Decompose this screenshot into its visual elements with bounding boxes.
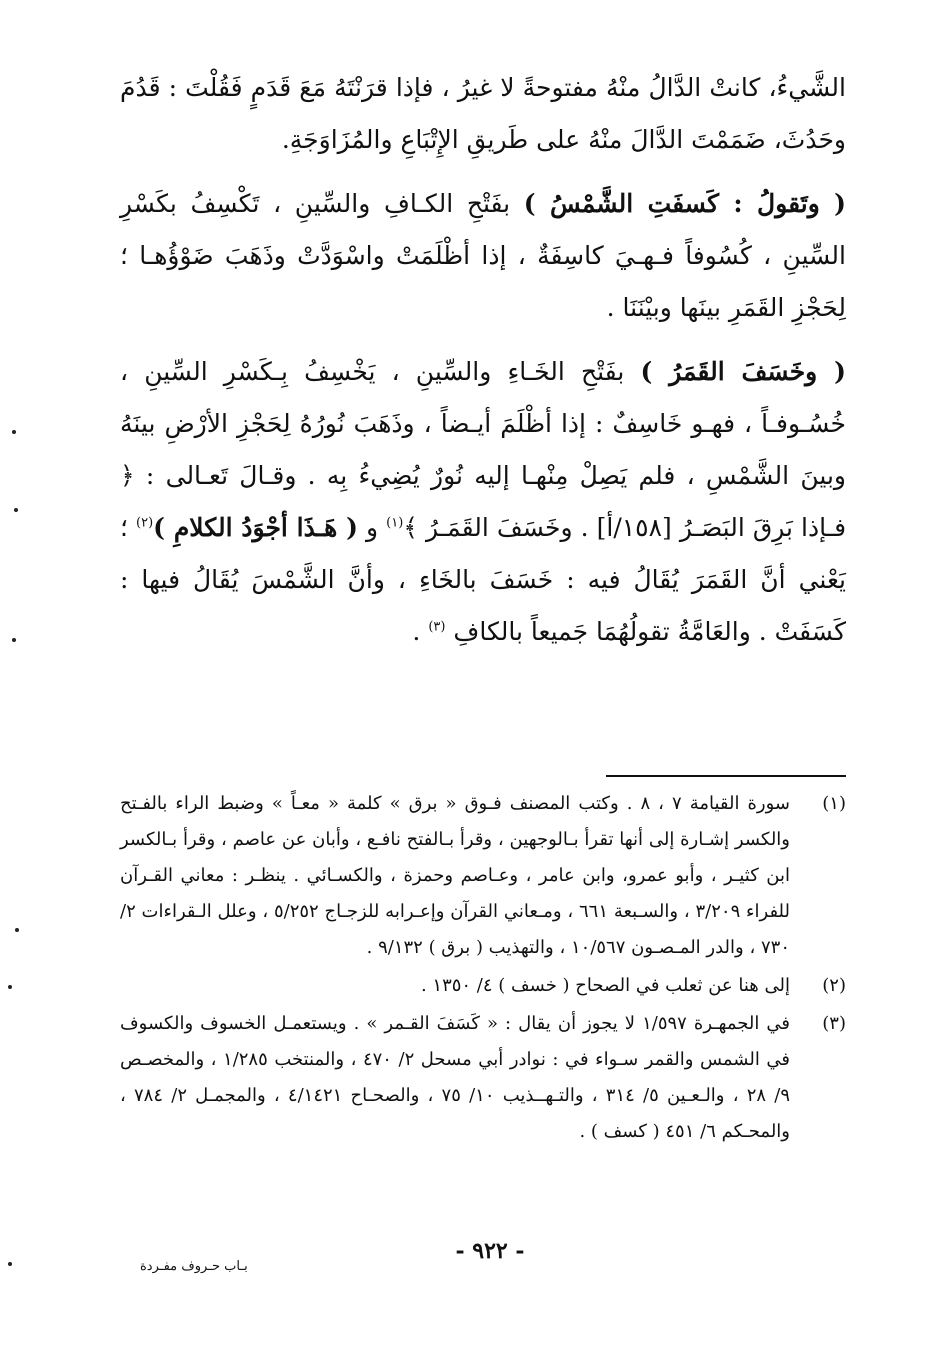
footnote-number: (٢) — [822, 975, 846, 996]
entry-heading-ajwad: ( هَـذَا أجْوَدُ الكلامِ ) — [153, 513, 358, 542]
footnote-ref-1: (١) — [386, 515, 404, 531]
quran-quote: ﴿ فـإذا بَرِقَ البَصَـرُ [١٥٨/أ] . وخَسَفَ القَمَـرُ ﴾ — [120, 461, 847, 542]
paragraph-3-text-a: بفَتْحِ الخَـاءِ والسِّينِ ، يَخْسِفُ بِـكَسْرِ السِّينِ ، خُسُـوفـاً ، فهـو خَاسِفٌ : إذا أظْلَمَ أيـضاً ، وذَهَبَ نُورُهُ لِحَجْزِ الأرْضِ بينَهُ وبينَ الشَّمْسِ ، فلم يَصِلْ مِنْهـا إليه نُورٌ يُضِيءُ بِه . وقـالَ تَعـالى : — [120, 357, 846, 490]
footnote-1 — [120, 786, 846, 966]
footnote-separator — [606, 775, 846, 777]
footnote-text: في الجمهـرة ١/٥٩٧ لا يجوز أن يقال : « كَسَفَ القـمر » . ويستعمـل الخسوف والكسوف في الشمس والقمر سـواء في : نوادر أبي مسحل ٢/ ٤٧٠ ، والمنتخب ١/٢٨٥ ، والمخصـص ٩/ ٢٨ ، والـعـين ٥/ ٣١٤ ، والتـهــذيب ١٠/ ٧٥ ، والصحـاح ٤/١٤٢١ ، والمجمـل ٢/ ٧٨٤ ، والمحـكم ٦/ ٤٥١ ( كسف ) . — [120, 1013, 791, 1142]
footnote-number: (١) — [822, 793, 846, 814]
scan-speck — [8, 1262, 12, 1266]
scan-speck — [8, 985, 12, 989]
paragraph-3-text-b: ؛ يَعْني أنَّ القَمَرَ يُقَالُ فيه : خَسَفَ بالخَاءِ ، وأنَّ الشَّمْسَ يُقَالُ فيها : كَسَفَتْ . والعَامَّةُ تقولُهُمَا جَميعاً بالكافِ — [120, 513, 846, 646]
footnote-ref-3: (٣) — [428, 619, 446, 635]
paragraph-3 — [120, 346, 846, 658]
footnote-number: (٣) — [822, 1013, 846, 1034]
footnote-3 — [120, 1006, 846, 1150]
entry-heading-kasafat: ( وتَقولُ : كَسفَتِ الشَّمْسُ ) — [523, 189, 847, 218]
conjunction-wa: و — [365, 513, 379, 542]
paragraph-2-text: بفَتْحِ الكـافِ والسِّينِ ، تَكْسِفُ بكَسْرِ السِّينِ ، كُسُوفاً فـهـيَ كاسِفَةٌ ، إذا أظْلَمَتْ واسْوَدَّتْ وذَهَبَ ضَوْؤُهـا ؛ لِحَجْزِ القَمَرِ بينَها وبيْنَنَا . — [120, 189, 846, 322]
page-number: - ٩٢٢ - — [455, 1238, 525, 1264]
footnotes — [120, 786, 846, 1150]
entry-heading-khasafa: ( وخَسَفَ القَمَرُ ) — [640, 357, 846, 386]
paragraph-2 — [120, 178, 846, 334]
main-text — [120, 62, 846, 658]
footnote-ref-2: (٢) — [136, 515, 154, 531]
scan-speck — [14, 508, 18, 512]
paragraph-1: الشَّيءُ، كانتْ الدَّالُ منْهُ مفتوحةً لا غيرُ ، فإذا قرَنْتَهُ مَعَ قَدَمٍ فَقُلْتَ : قَدُمَ وحَدُثَ، ضَمَمْتَ الدَّالَ منْهُ على طَريقِ الإِتْبَاعِ والمُزَاوَجَةِ. — [120, 73, 846, 154]
footnote-text: سورة القيامة ٧ ، ٨ . وكتب المصنف فـوق « برق » كلمة « معـاً » وضبط الراء بالفـتح والكسر إشـارة إلى أنها تقرأ بـالوجهين ، وقرأ بـالفتح نافـع ، وأبان عن عاصم ، وقرأ بـالكسر ابن كثيـر ، وأبو عمرو، وابن عامر ، وعـاصم وحمزة ، والكسـائي . ينظـر : معاني القـرآن للفراء ٣/٢٠٩ ، والسـبعة ٦٦١ ، ومـعاني القرآن وإعـرابه للزجـاج ٥/٢٥٢ ، وعلل الـقراءات ٢/ ٧٣٠ ، والدر المـصـون ١٠/٥٦٧ ، والتهذيب ( برق ) ٩/١٣٢ . — [120, 793, 791, 958]
running-footer: بـاب حـروف مفـردة — [140, 1259, 248, 1274]
scan-speck — [12, 430, 16, 434]
footnote-text: إلى هنا عن ثعلب في الصحاح ( خسف ) ٤/ ١٣٥٠ . — [420, 975, 790, 996]
paragraph-3-end: . — [412, 617, 421, 646]
scan-speck — [12, 638, 16, 642]
scan-speck — [15, 928, 19, 932]
footnote-2 — [120, 968, 846, 1004]
